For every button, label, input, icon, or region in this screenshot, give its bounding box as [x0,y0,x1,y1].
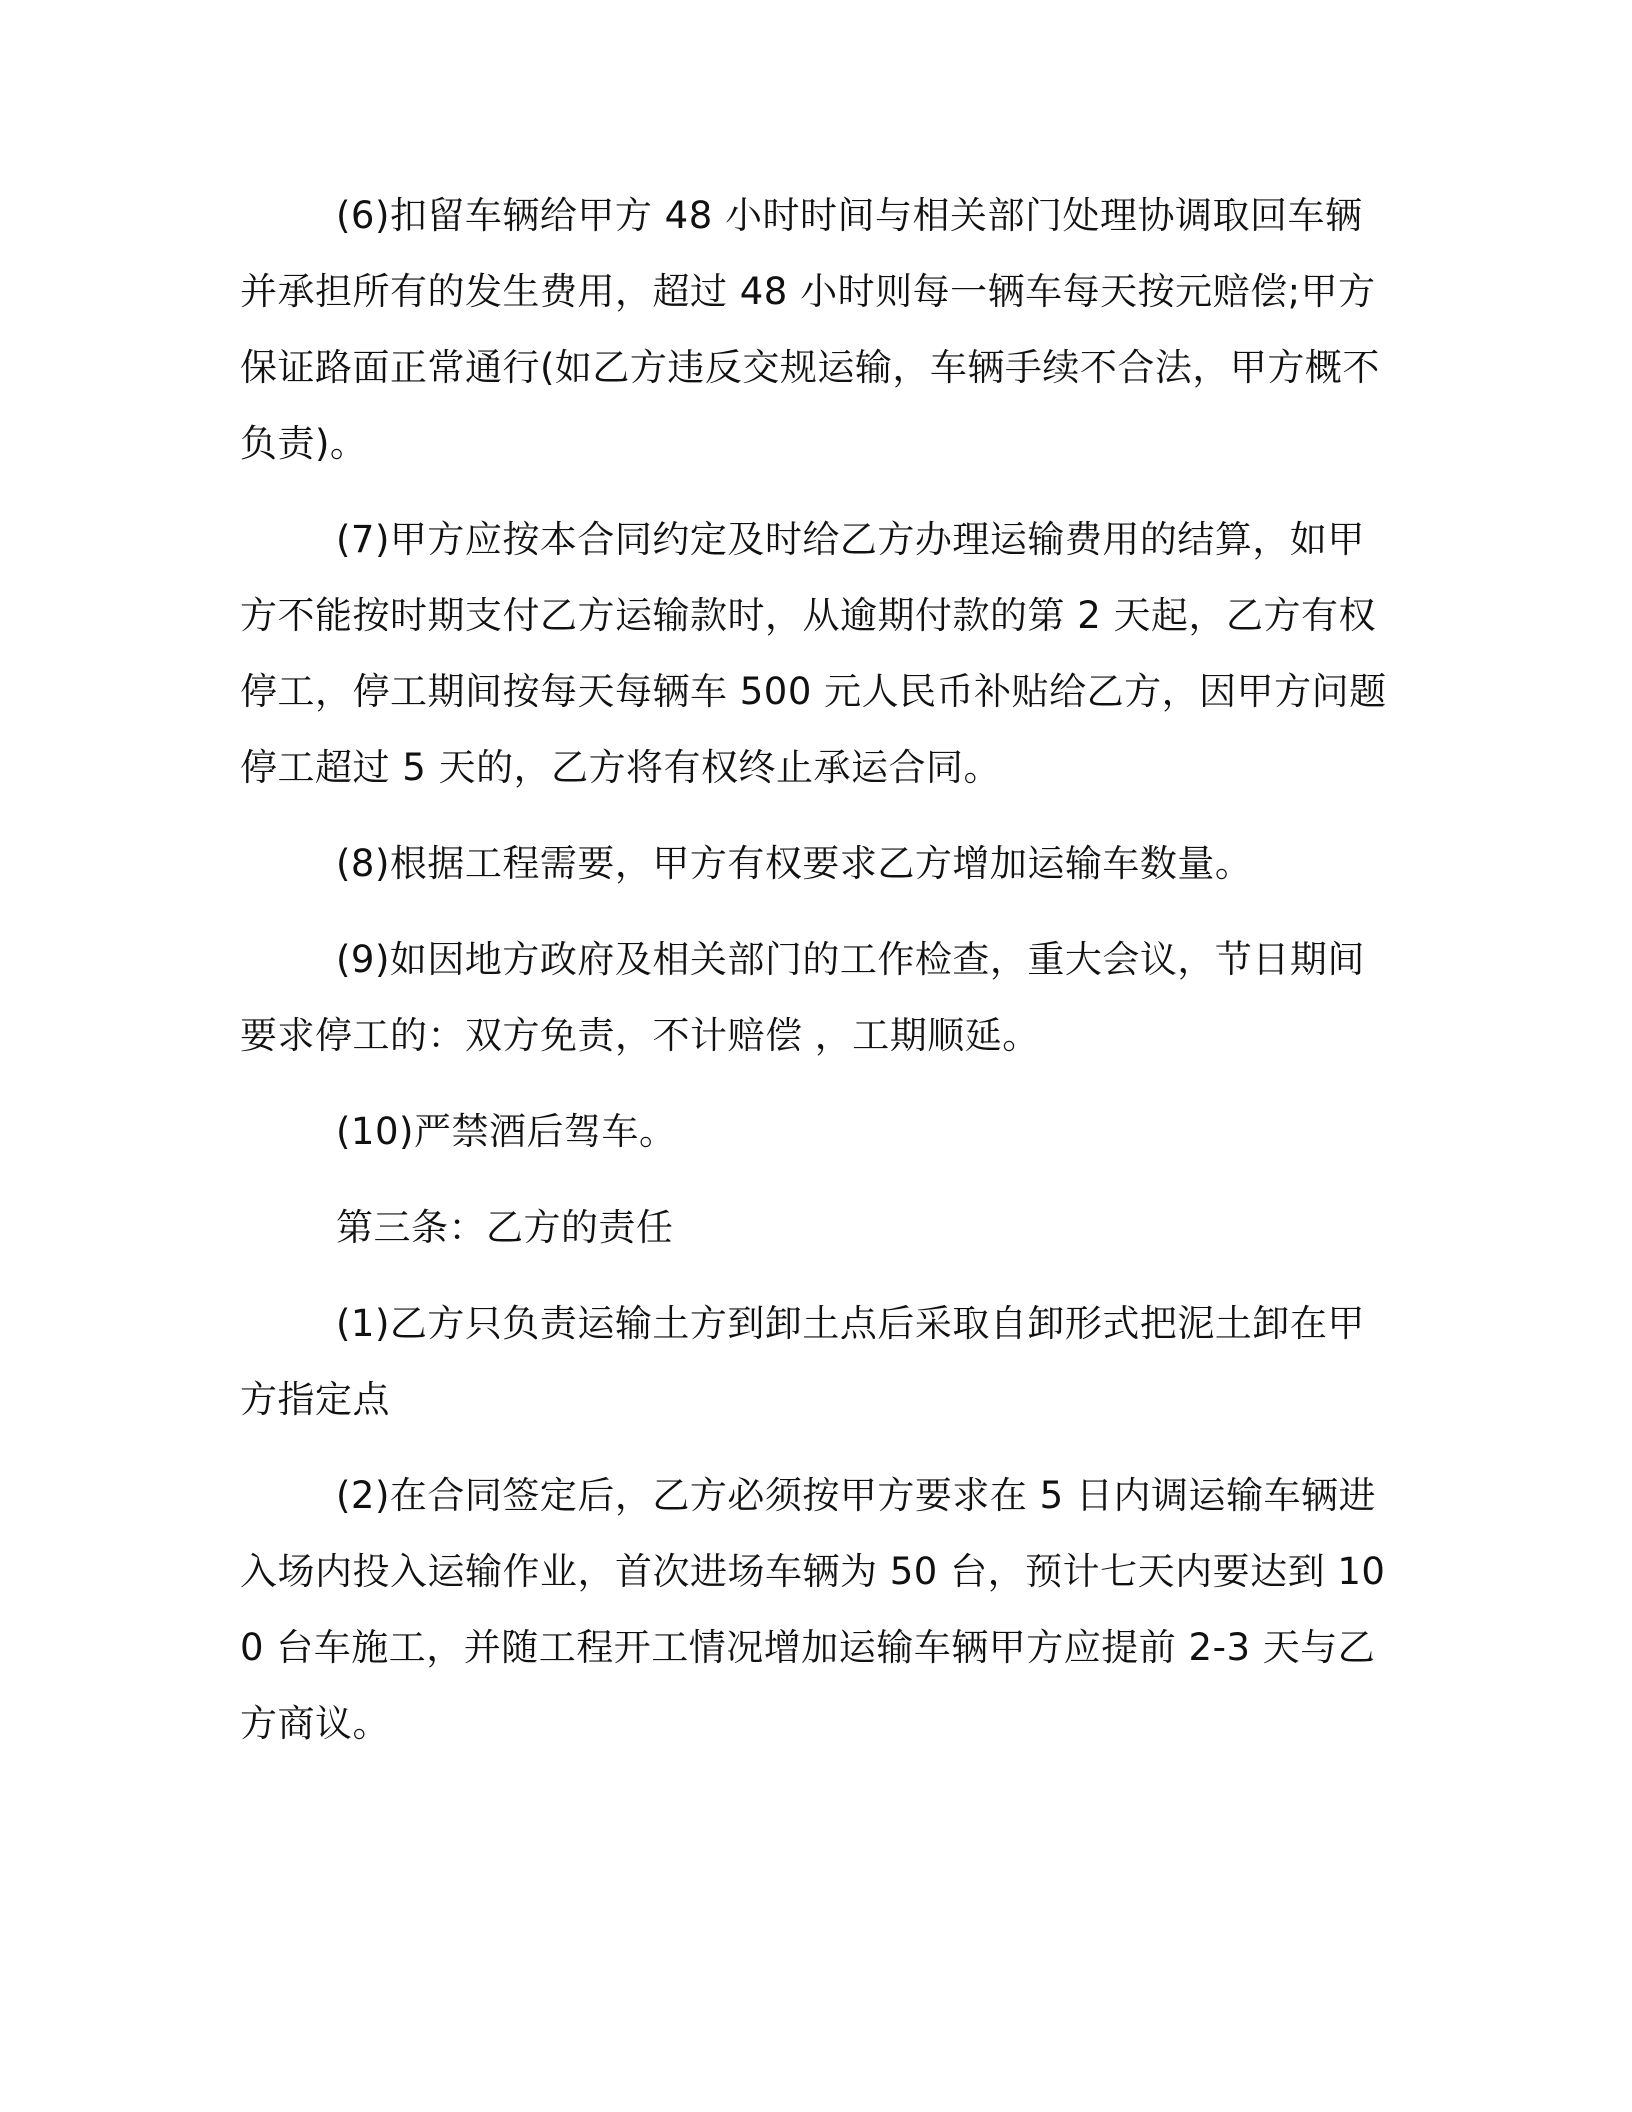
clause-6-paragraph: (6)扣留车辆给甲方 48 小时时间与相关部门处理协调取回车辆并承担所有的发生费用，超过 48 小时则每一辆车每天按元赔偿;甲方保证路面正常通行(如乙方违反交规运输，车辆手续不合法，甲方概不负责)。 [240,194,1380,465]
clause-8-paragraph: (8)根据工程需要，甲方有权要求乙方增加运输车数量。 [336,842,1253,885]
clause-7-paragraph: (7)甲方应按本合同约定及时给乙方办理运输费用的结算，如甲方不能按时期支付乙方运输款时，从逾期付款的第 2 天起，乙方有权停工，停工期间按每天每辆车 500 元人民币补贴给乙方，因甲方问题停工超过 5 天的，乙方将有权终止承运合同。 [240,518,1387,789]
clause-9-paragraph: (9)如因地方政府及相关部门的工作检查，重大会议，节日期间要求停工的：双方免责，不计赔偿 ，工期顺延。 [240,938,1365,1057]
document-body [240,178,1388,1762]
party-b-clause-2-paragraph: (2)在合同签定后，乙方必须按甲方要求在 5 日内调运输车辆进入场内投入运输作业，首次进场车辆为 50 台，预计七天内要达到 100 台车施工，并随工程开工情况增加运输车辆甲方应提前 2-3 天与乙方商议。 [240,1474,1386,1745]
party-b-clause-1-paragraph: (1)乙方只负责运输土方到卸土点后采取自卸形式把泥土卸在甲方指定点 [240,1302,1365,1421]
article-3-heading: 第三条：乙方的责任 [336,1206,674,1249]
clause-10-paragraph: (10)严禁酒后驾车。 [336,1110,677,1153]
